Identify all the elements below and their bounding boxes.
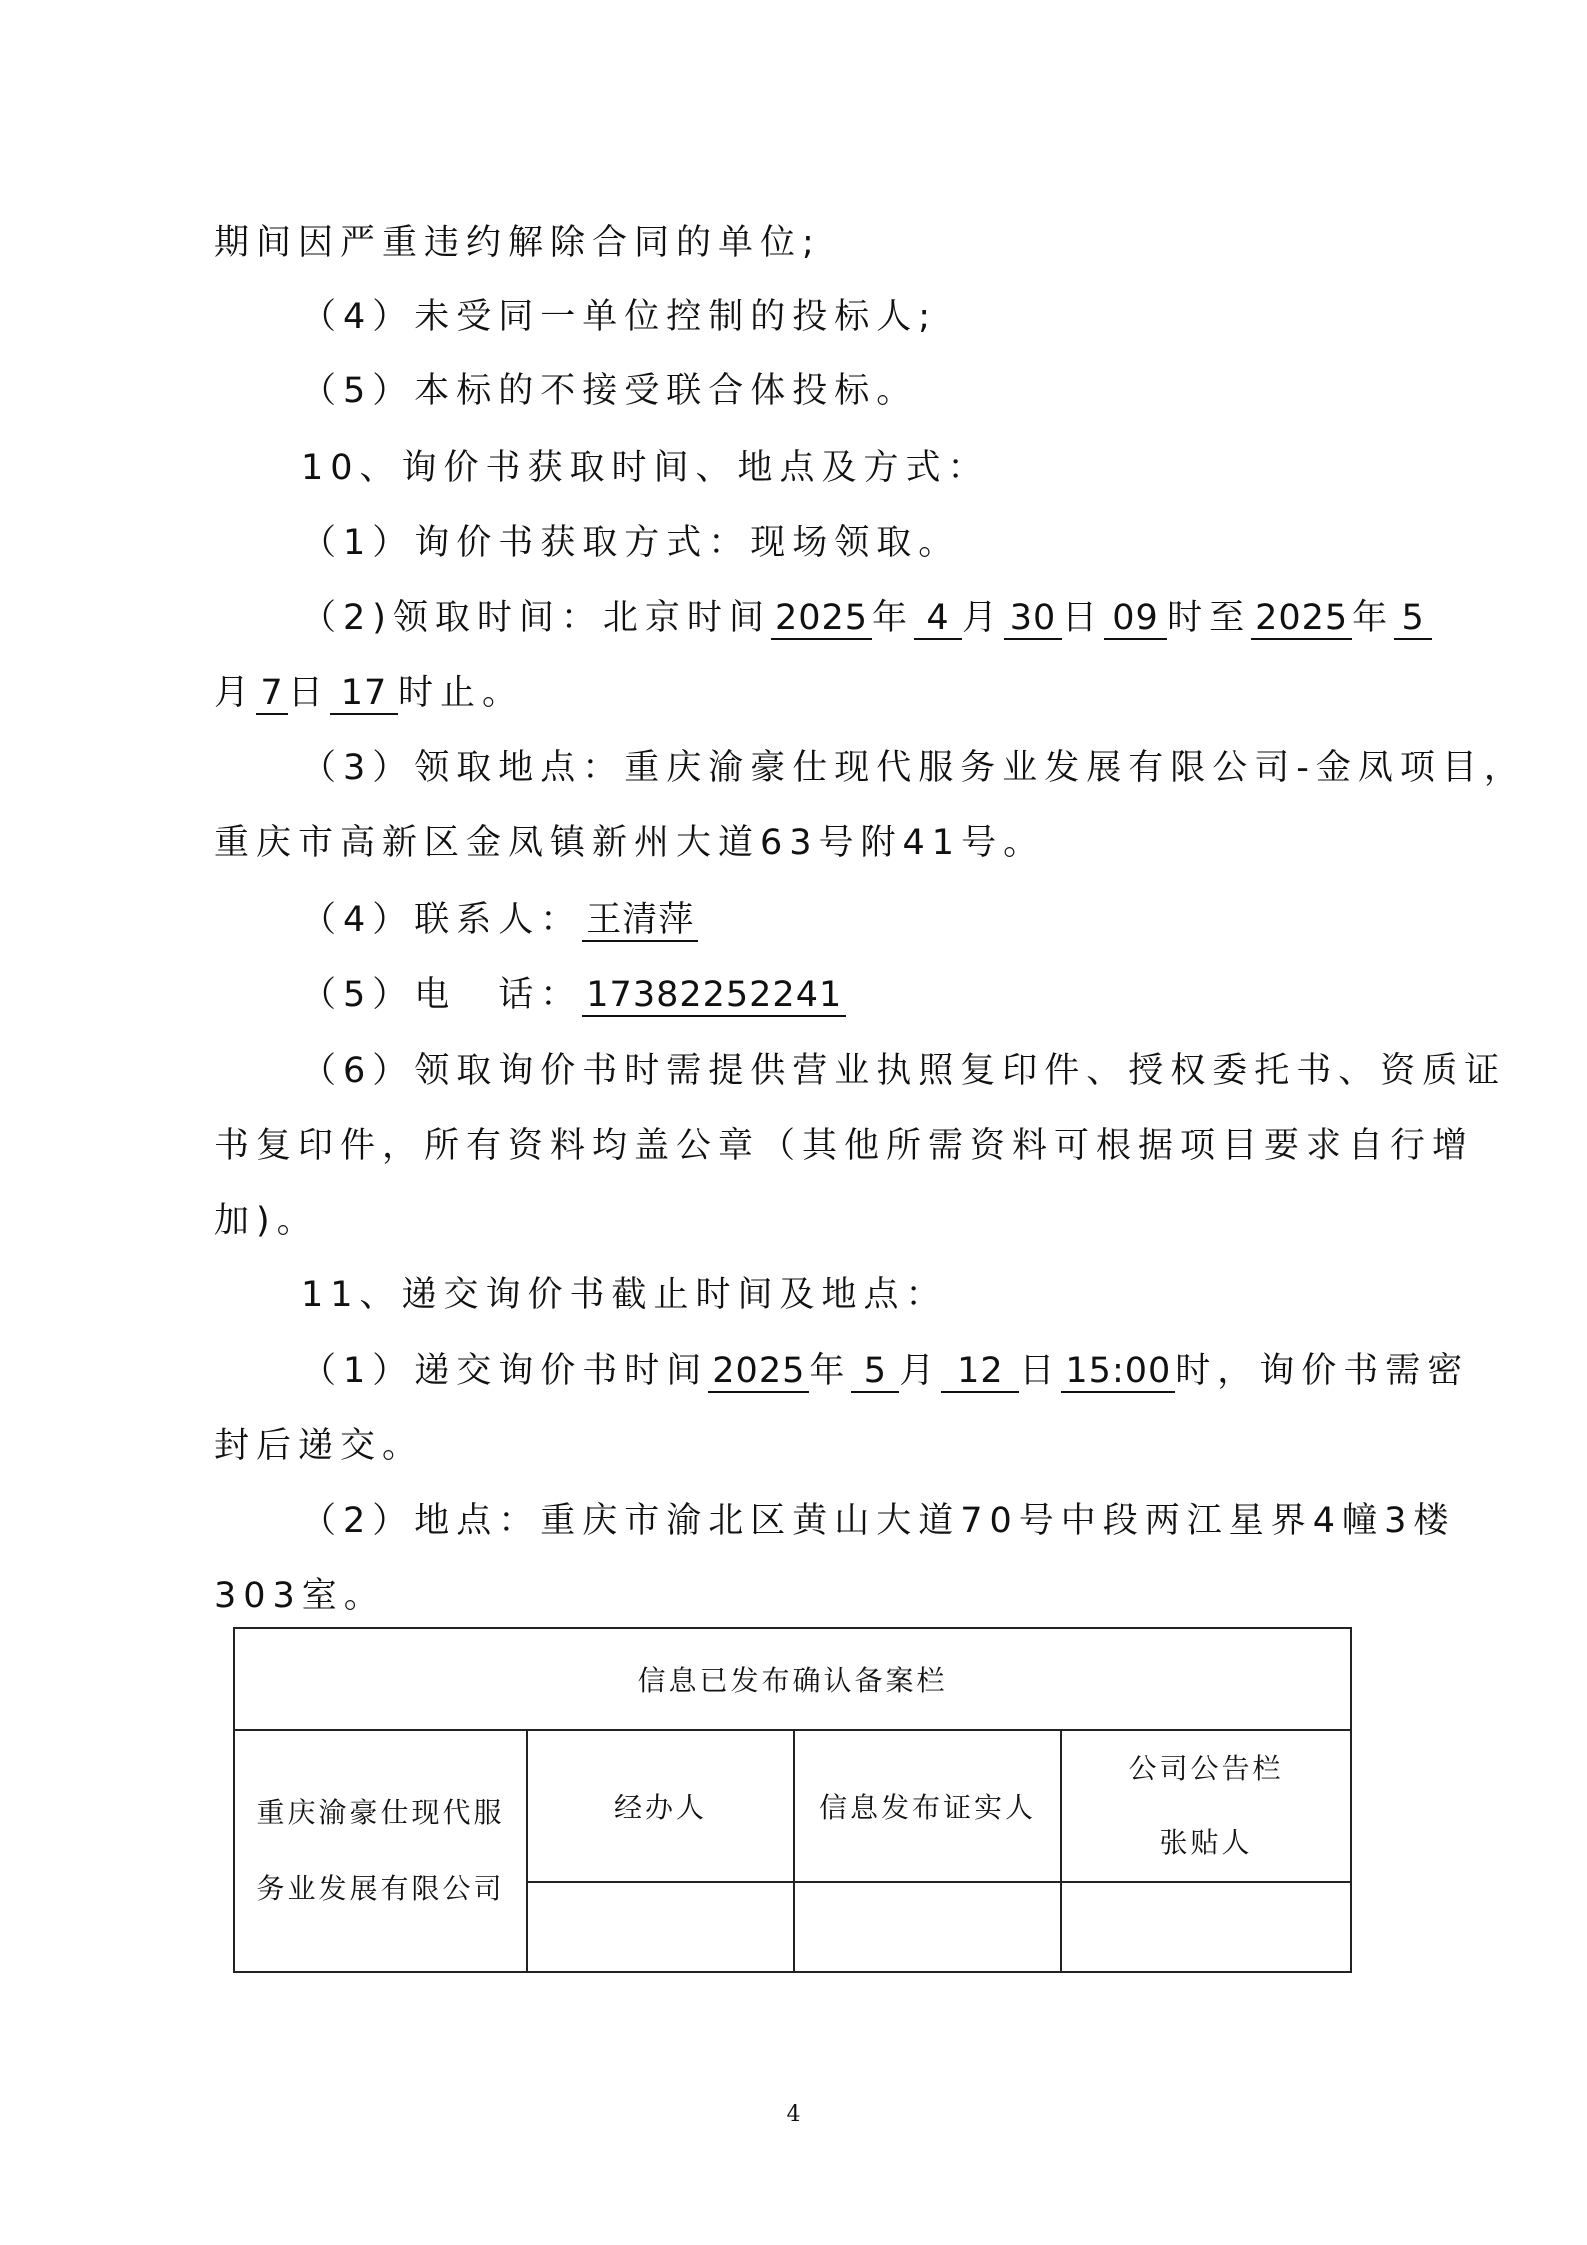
text-fragment: （2)领取时间：北京时间	[301, 598, 771, 638]
text-fragment: 月	[899, 1351, 942, 1391]
fill-in-month: 5	[1394, 598, 1432, 640]
text-line: 加)。	[214, 1201, 319, 1241]
text-line: （3）领取地点：重庆渝豪仕现代服务业发展有限公司-金凤项目，	[301, 748, 1526, 788]
signature-cell-poster	[1061, 1882, 1351, 1972]
fill-in-day: 12	[941, 1351, 1019, 1393]
text-line: （5）本标的不接受联合体投标。	[301, 371, 919, 411]
signature-cell-verifier	[794, 1882, 1061, 1972]
text-fragment: 时至	[1167, 598, 1252, 638]
text-fragment: 年	[1352, 598, 1395, 638]
section-heading: 10、询价书获取时间、地点及方式：	[301, 448, 990, 488]
text-line: （2）地点：重庆市渝北区黄山大道70号中段两江星界4幢3楼	[301, 1501, 1456, 1541]
fill-in-time: 15:00	[1061, 1351, 1175, 1393]
text-line: 303室。	[214, 1576, 386, 1616]
fill-in-year: 2025	[771, 598, 872, 640]
table-title: 信息已发布确认备案栏	[234, 1628, 1351, 1730]
text-fragment: 日	[288, 673, 331, 713]
text-fragment: 日	[1019, 1351, 1062, 1391]
company-name-line: 重庆渝豪仕现代服	[256, 1796, 505, 1829]
text-fragment: 时，询价书需密	[1175, 1351, 1470, 1391]
record-table	[233, 1627, 1352, 1973]
fill-in-day: 30	[1004, 598, 1062, 640]
contact-name: 王清萍	[582, 900, 698, 942]
text-fragment: （5）电 话：	[301, 975, 583, 1015]
submission-time-line	[301, 1348, 1469, 1394]
text-fragment: （4）联系人：	[301, 900, 583, 940]
header-verifier: 信息发布证实人	[794, 1730, 1061, 1882]
collection-time-line-cont	[214, 670, 524, 716]
header-poster-line: 张贴人	[1159, 1826, 1253, 1859]
fill-in-hour: 17	[330, 673, 398, 715]
header-handler: 经办人	[527, 1730, 794, 1882]
text-line: （1）询价书获取方式：现场领取。	[301, 523, 961, 563]
text-line: 封后递交。	[214, 1426, 425, 1466]
signature-cell-handler	[527, 1882, 794, 1972]
fill-in-hour: 09	[1104, 598, 1167, 640]
contact-line	[301, 897, 698, 943]
header-poster	[1061, 1730, 1351, 1882]
company-cell	[234, 1730, 527, 1972]
fill-in-month: 4	[914, 598, 962, 640]
collection-time-line	[301, 595, 1432, 641]
text-line: 期间因严重违约解除合同的单位;	[214, 223, 821, 263]
phone-number: 17382252241	[582, 975, 846, 1017]
text-fragment: 年	[809, 1351, 852, 1391]
text-fragment: 月	[214, 673, 257, 713]
fill-in-year: 2025	[708, 1351, 809, 1393]
text-fragment: （1）递交询价书时间	[301, 1351, 709, 1391]
phone-line	[301, 972, 846, 1018]
text-fragment: 时止。	[398, 673, 525, 713]
text-fragment: 月	[962, 598, 1005, 638]
text-line: （6）领取询价书时需提供营业执照复印件、授权委托书、资质证	[301, 1051, 1507, 1091]
fill-in-year: 2025	[1251, 598, 1352, 640]
text-fragment: 年	[872, 598, 915, 638]
text-line: 书复印件，所有资料均盖公章（其他所需资料可根据项目要求自行增	[214, 1126, 1475, 1166]
fill-in-month: 5	[851, 1351, 899, 1393]
text-fragment: 日	[1062, 598, 1105, 638]
fill-in-day: 7	[256, 673, 288, 715]
section-heading: 11、递交询价书截止时间及地点：	[301, 1275, 948, 1315]
page-number: 4	[786, 2102, 801, 2127]
text-line: 重庆市高新区金凤镇新州大道63号附41号。	[214, 823, 1046, 863]
header-poster-line: 公司公告栏	[1128, 1752, 1284, 1785]
text-line: （4）未受同一单位控制的投标人;	[301, 297, 938, 337]
company-name-line: 务业发展有限公司	[256, 1872, 505, 1905]
